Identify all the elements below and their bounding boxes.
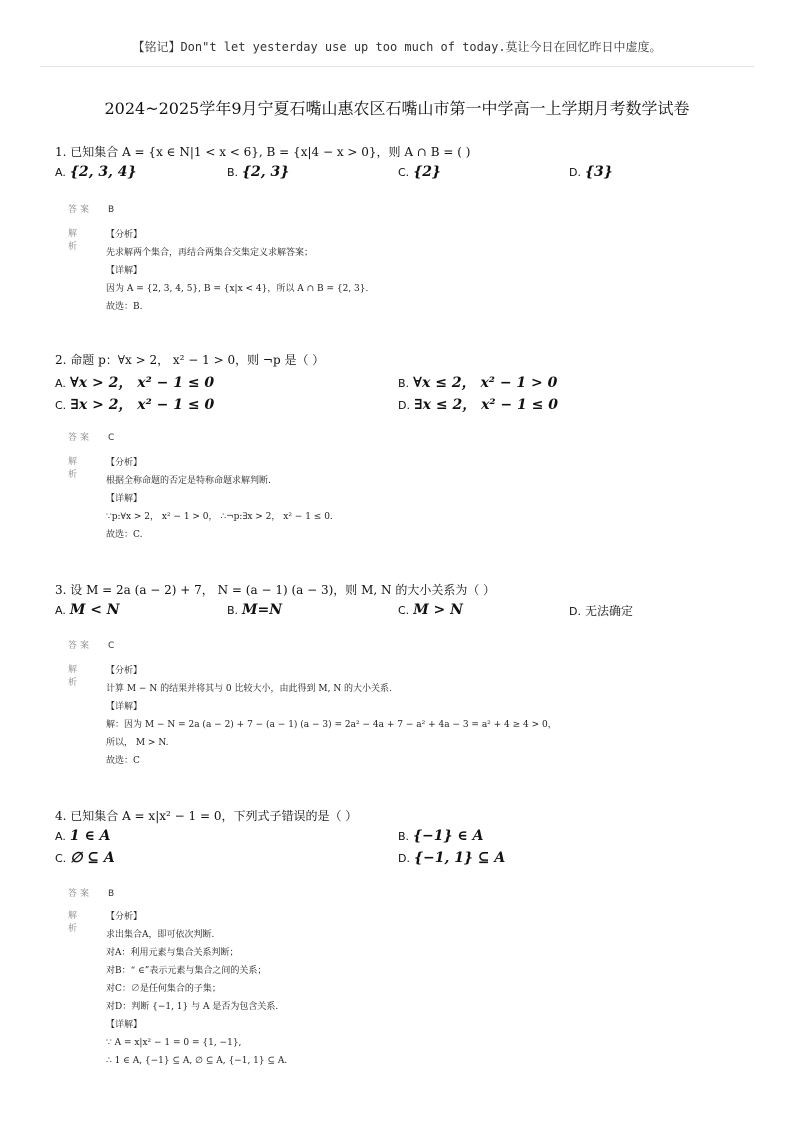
answer-value: C bbox=[108, 641, 115, 651]
option-a[interactable]: A. ∀x > 2， x² − 1 ≤ 0 bbox=[55, 375, 215, 391]
options-row-2 bbox=[55, 394, 755, 416]
option-c[interactable]: C. ∅ ⊆ A bbox=[55, 850, 115, 866]
option-c[interactable]: C. ∃x > 2， x² − 1 ≤ 0 bbox=[55, 397, 215, 413]
answer-row: 答案 C bbox=[68, 641, 115, 651]
option-d[interactable]: D. ∃x ≤ 2， x² − 1 ≤ 0 bbox=[398, 397, 559, 413]
question-stem: 2. 命题 p：∀x > 2， x² − 1 > 0，则 ¬p 是（ ） bbox=[55, 353, 325, 367]
answer-value: B bbox=[108, 205, 115, 215]
answer-row: 答案 B bbox=[68, 889, 115, 899]
option-c[interactable]: C. M > N bbox=[398, 602, 463, 618]
answer-row: 答案 C bbox=[68, 433, 115, 443]
option-b[interactable]: B. M=N bbox=[227, 602, 283, 618]
page-title: 2024~2025学年9月宁夏石嘴山惠农区石嘴山市第一中学高一上学期月考数学试卷 bbox=[104, 99, 690, 118]
options-row-2 bbox=[55, 850, 755, 872]
options-row-1 bbox=[55, 372, 755, 394]
question-stem: 3. 设 M = 2a (a − 2) + 7， N = (a − 1) (a − 3)，则 M, N 的大小关系为（ ） bbox=[55, 583, 496, 597]
option-a[interactable]: A. 1 ∈ A bbox=[55, 828, 111, 844]
question-4: 4. 已知集合 A = x|x² − 1 = 0，下列式子错误的是（ ） A. 1 ∈ A B. {−1} ∈ A C. ∅ ⊆ A D. {−1, 1} ⊆ A 答案 B 解析 【分析】 求出集合A，即可依次判断. 对A：利用元素与集合关系判断； 对B：“ ∈”表示元素与集合之间的关系； 对C：∅是任何集合的子集； 对D：判断 {−1, 1} 与 A 是否为包含关系. 【详解】 ∵ A = x|x² − 1 = 0 = {1, −1}, ∴ 1 ∈ A, {−1} ⊆ A, ∅ ⊆ A, {−1, 1} ⊆ A. bbox=[55, 808, 755, 872]
answer-value: C bbox=[108, 433, 115, 443]
option-a[interactable]: A. {2, 3, 4} bbox=[55, 164, 137, 180]
question-stem: 4. 已知集合 A = x|x² − 1 = 0，下列式子错误的是（ ） bbox=[55, 809, 358, 823]
option-b[interactable]: B. {2, 3} bbox=[227, 164, 290, 180]
option-b[interactable]: B. {−1} ∈ A bbox=[398, 828, 484, 844]
option-d[interactable]: D. 无法确定 bbox=[569, 604, 633, 618]
answer-row: 答案 B bbox=[68, 205, 115, 215]
motto-header: 【铭记】Don"t let yesterday use up too much of today.莫让今日在回忆昨日中虚度。 bbox=[132, 40, 662, 54]
options-row-1 bbox=[55, 828, 755, 850]
question-1: 1. 已知集合 A = {x ∈ N|1 < x < 6}, B = {x|4 − x > 0}，则 A ∩ B = ( ) A. {2, 3, 4} B. {2, 3} C. {2} D. {3} 答案 B 解析 【分析】 先求解两个集合，再结合两集合交集定义求解答案； 【详解】 因为 A = {2, 3, 4, 5}, B = {x|x < 4}，所以 A ∩ B = {2, 3}. 故选：B. bbox=[55, 144, 755, 186]
option-c[interactable]: C. {2} bbox=[398, 164, 441, 180]
option-d[interactable]: D. {−1, 1} ⊆ A bbox=[398, 850, 506, 866]
option-a[interactable]: A. M < N bbox=[55, 602, 120, 618]
option-d[interactable]: D. {3} bbox=[569, 164, 613, 180]
question-3: 3. 设 M = 2a (a − 2) + 7， N = (a − 1) (a − 3)，则 M, N 的大小关系为（ ） A. M < N B. M=N C. M > N D. 无法确定 答案 C 解析 【分析】 计算 M − N 的结果并将其与 0 比较大小，由此得到 M, N 的大小关系. 【详解】 解：因为 M − N = 2a (a − 2) + 7 − (a − 1) (a − 3) = 2a² − 4a + 7 − a² + 4a − 3 = a² + 4 ≥ 4 > 0， 所以， M > N. 故选：C bbox=[55, 582, 755, 624]
answer-value: B bbox=[108, 889, 115, 899]
options bbox=[55, 602, 755, 624]
option-b[interactable]: B. ∀x ≤ 2， x² − 1 > 0 bbox=[398, 375, 558, 391]
options bbox=[55, 164, 755, 186]
question-2: 2. 命题 p：∀x > 2， x² − 1 > 0，则 ¬p 是（ ） A. ∀x > 2， x² − 1 ≤ 0 B. ∀x ≤ 2， x² − 1 > 0 C. ∃x > 2， x² − 1 ≤ 0 D. ∃x ≤ 2， x² − 1 ≤ 0 答案 C 解析 【分析】 根据全称命题的否定是特称命题求解判断. 【详解】 ∵p:∀x > 2， x² − 1 > 0， ∴¬p:∃x > 2， x² − 1 ≤ 0. 故选：C. bbox=[55, 352, 755, 416]
question-stem: 1. 已知集合 A = {x ∈ N|1 < x < 6}, B = {x|4 − x > 0}，则 A ∩ B = ( ) bbox=[55, 145, 471, 159]
header-divider bbox=[40, 66, 754, 67]
